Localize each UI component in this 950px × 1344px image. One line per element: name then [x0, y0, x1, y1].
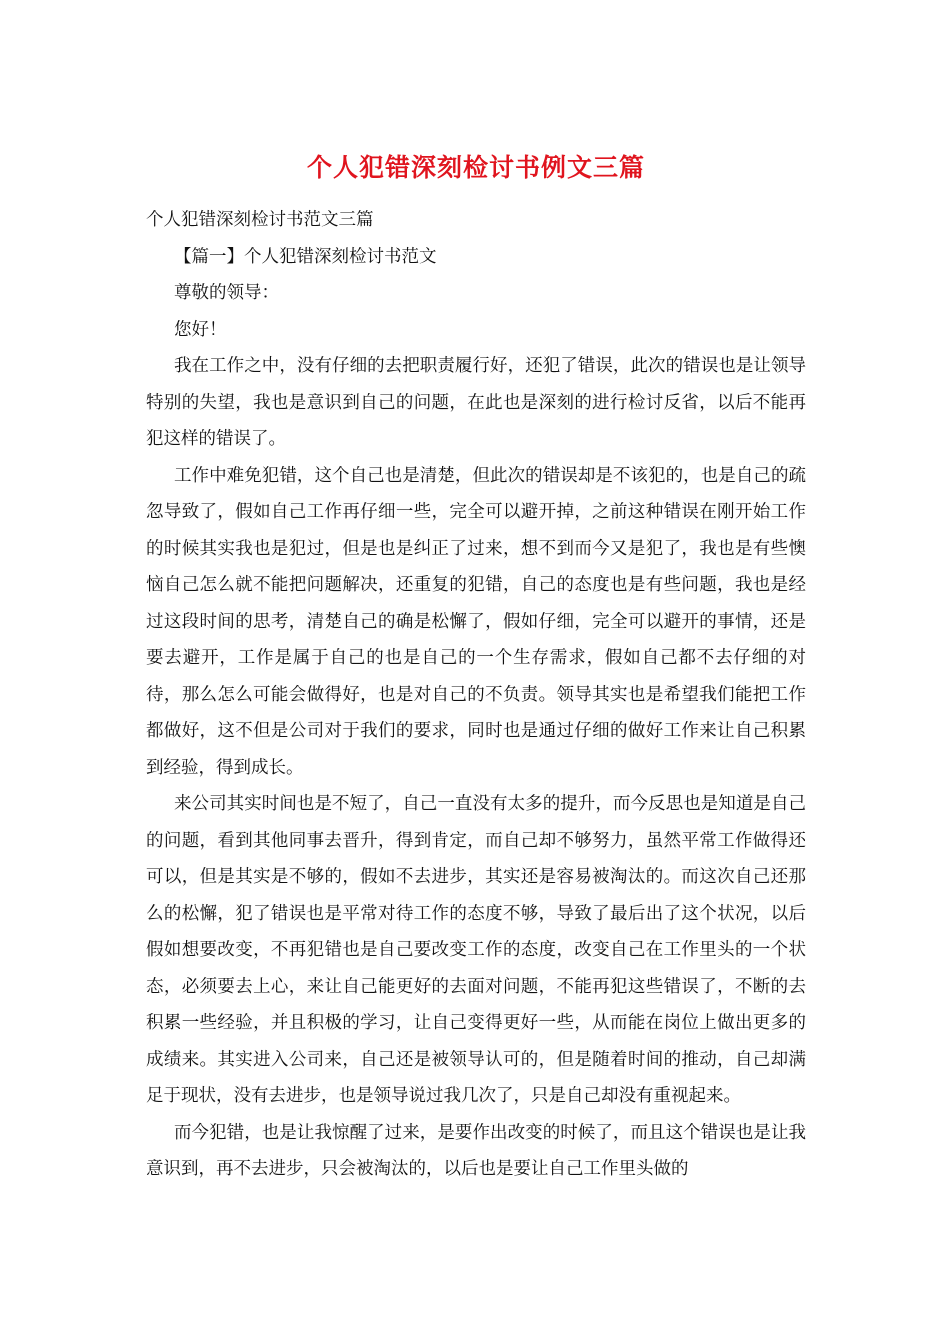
document-title: 个人犯错深刻检讨书例文三篇: [306, 153, 645, 182]
salutation: 尊敬的领导：: [174, 283, 279, 303]
section-heading: 【篇一】个人犯错深刻检讨书范文: [174, 246, 437, 267]
body-paragraph-2: 工作中难免犯错，这个自己也是清楚，但此次的错误却是不该犯的，也是自己的疏忽导致了，假如自己工作再仔细一些，完全可以避开掉，之前这种错误在刚开始工作的时候其实我也是犯过，但是也是纠正了过来，想不到而今又是犯了，我也是有些懊恼自己怎么就不能把问题解决，还重复的犯错，自己的态度也是有些问题，我也是经过这段时间的思考，清楚自己的确是松懈了，假如仔细，完全可以避开的事情，还是要去避开，工作是属于自己的也是自己的一个生存需求，假如自己都不去仔细的对待，那么怎么可能会做得好，也是对自己的不负责。领导其实也是希望我们能把工作都做好，这不但是公司对于我们的要求，同时也是通过仔细的做好工作来让自己积累到经验，得到成长。: [146, 465, 806, 778]
body-paragraph-4: 而今犯错，也是让我惊醒了过来，是要作出改变的时候了，而且这个错误也是让我意识到，再不去进步，只会被淘汰的，以后也是要让自己工作里头做的: [146, 1122, 806, 1179]
body-paragraph-3: 来公司其实时间也是不短了，自己一直没有太多的提升，而今反思也是知道是自己的问题，看到其他同事去晋升，得到肯定，而自己却不够努力，虽然平常工作做得还可以，但是其实是不够的，假如不去进步，其实还是容易被淘汰的。而这次自己还那么的松懈，犯了错误也是平常对待工作的态度不够，导致了最后出了这个状况，以后假如想要改变，不再犯错也是自己要改变工作的态度，改变自己在工作里头的一个状态，必须要去上心，来让自己能更好的去面对问题，不能再犯这些错误了，不断的去积累一些经验，并且积极的学习，让自己变得更好一些，从而能在岗位上做出更多的成绩来。其实进入公司来，自己还是被领导认可的，但是随着时间的推动，自己却满足于现状，没有去进步，也是领导说过我几次了，只是自己却没有重视起来。: [146, 794, 806, 1106]
greeting: 您好！: [174, 319, 227, 340]
document-subtitle: 个人犯错深刻检讨书范文三篇: [146, 210, 374, 230]
body-paragraph-1: 我在工作之中，没有仔细的去把职责履行好，还犯了错误，此次的错误也是让领导特别的失望，我也是意识到自己的问题，在此也是深刻的进行检讨反省，以后不能再犯这样的错误了。: [146, 356, 806, 449]
document-body: [146, 148, 806, 1188]
